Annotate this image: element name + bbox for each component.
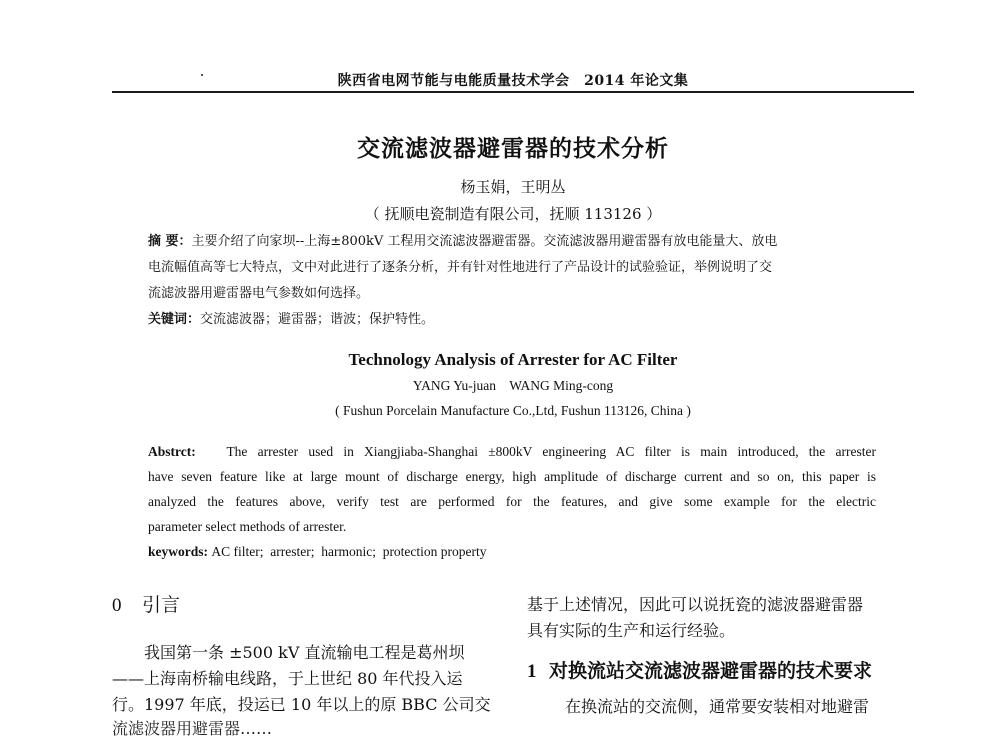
keywords-cn-text: 交流滤波器；避雷器；谐波；保护特性。 <box>200 312 435 327</box>
body-left-line-4: 流滤波器用避雷器…… <box>112 719 273 738</box>
affiliation-en: ( Fushun Porcelain Manufacture Co.,Ltd, Fushun 113126, China ) <box>335 403 691 418</box>
abstract-en-line-4: parameter select methods of arrester. <box>148 519 347 534</box>
keywords-cn <box>148 308 876 332</box>
abstract-cn-label: 摘 要： <box>148 234 192 249</box>
abstract-en-label: Abstrct: <box>148 444 196 459</box>
paper-title-en: Technology Analysis of Arrester for AC Filter <box>348 350 678 369</box>
affiliation-cn: （ 抚顺电瓷制造有限公司，抚顺 113126 ） <box>364 205 662 223</box>
section-number: 1 <box>527 661 537 682</box>
keywords-cn-label: 关键词： <box>148 312 201 327</box>
section-title: 对换流站交流滤波器避雷器的技术要求 <box>549 660 873 682</box>
scan-speck <box>201 74 203 76</box>
body-left-line-1: 我国第一条 ±500 kV 直流输电工程是葛州坝 <box>144 643 465 662</box>
header-rule <box>112 91 914 93</box>
body-left-line-2: ——上海南桥输电线路，于上世纪 80 年代投入运 <box>112 669 463 688</box>
body-left-line-3: 行。1997 年底，投运已 10 年以上的原 BBC 公司交 <box>112 695 491 714</box>
abstract-en-line-2: have seven feature like at large mount of discharge energy, high amplitude of discharge current and so on, this paper is <box>148 469 876 484</box>
authors-en: YANG Yu-juan WANG Ming-cong <box>412 378 614 393</box>
paper-title-cn: 交流滤波器避雷器的技术分析 <box>357 135 669 162</box>
body-right-line-1: 基于上述情况，因此可以说抚瓷的滤波器避雷器 <box>527 595 864 614</box>
section-title: 引言 <box>142 594 181 616</box>
abstract-cn-text: 主要介绍了向家坝--上海±800kV 工程用交流滤波器避雷器。交流滤波器用避雷器有放电能量大、放电 <box>191 234 778 249</box>
keywords-en-label: keywords: <box>148 544 208 559</box>
section-heading-1 <box>527 656 912 683</box>
section-heading-0 <box>112 590 492 617</box>
body-right-line-2: 具有实际的生产和运行经验。 <box>527 621 736 640</box>
section-number: 0 <box>112 595 122 616</box>
abstract-en-line-3: analyzed the features above, verify test are performed for the features, and give some example for the electric <box>148 494 876 509</box>
keywords-en <box>148 540 876 564</box>
abstract-en-text: The arrester used in Xiangjiaba-Shanghai ±800kV engineering AC filter is main introduced, the arrester <box>226 444 876 459</box>
body-left-line-4-cut <box>112 716 492 738</box>
abstract-en-line-1 <box>148 440 876 464</box>
abstract-cn-line-3: 流滤波器用避雷器电气参数如何选择。 <box>148 286 370 301</box>
abstract-cn-line-2: 电流幅值高等七大特点，文中对此进行了逐条分析，并有针对性地进行了产品设计的试验验证，举例说明了交 <box>148 260 773 275</box>
abstract-cn-line-1 <box>148 230 876 254</box>
body-right-line-3: 在换流站的交流侧，通常要安装相对地避雷 <box>565 697 870 716</box>
keywords-en-text: AC filter; arrester; harmonic; protection property <box>211 544 487 559</box>
running-header: 陕西省电网节能与电能质量技术学会 2014 年论文集 <box>337 73 689 89</box>
authors-cn: 杨玉娟，王明丛 <box>460 178 566 196</box>
